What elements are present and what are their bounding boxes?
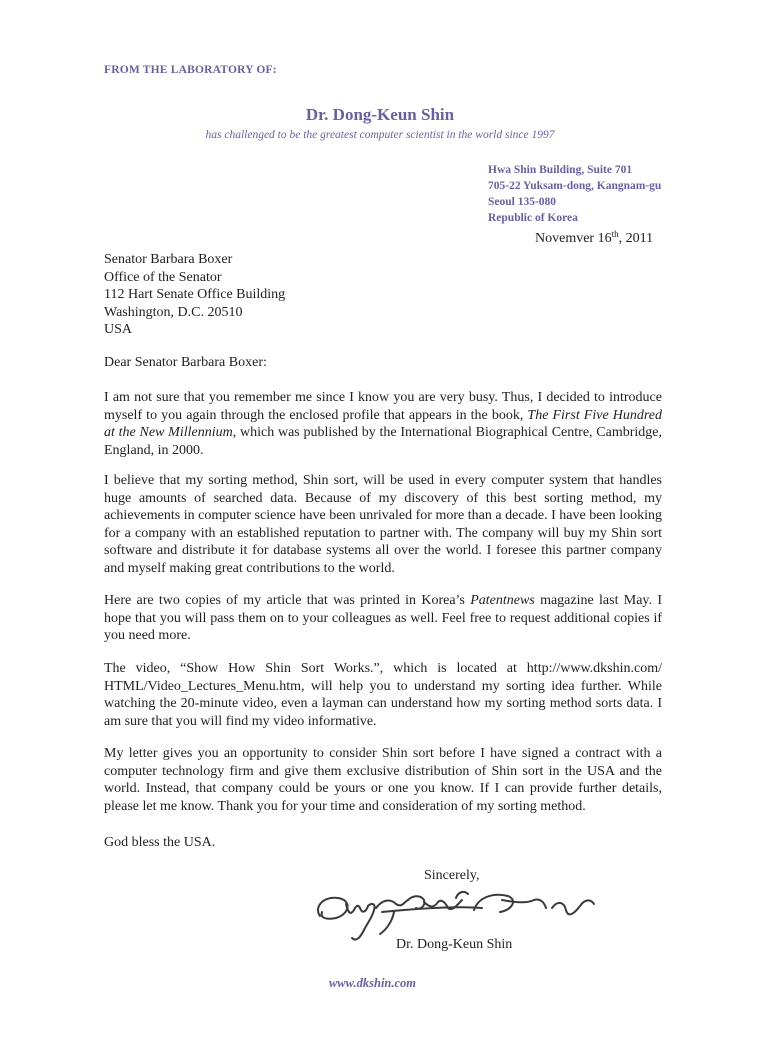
signed-name: Dr. Dong-Keun Shin	[396, 937, 513, 952]
from-label: FROM THE LABORATORY OF:	[104, 64, 277, 76]
handwritten-signature	[312, 878, 597, 946]
signoff: Sincerely,	[424, 868, 480, 883]
address-line: Hwa Shin Building, Suite 701	[488, 164, 633, 176]
magazine-title: Patentnews	[470, 593, 535, 608]
sender-address	[488, 162, 661, 226]
letter-date: Novemver 16th, 2011	[535, 229, 654, 246]
letterhead-tagline: has challenged to be the greatest computer scientist in the world since 1997	[205, 129, 555, 141]
recipient-address	[104, 251, 285, 339]
letterhead-name: Dr. Dong-Keun Shin	[305, 105, 455, 124]
recipient-line: USA	[104, 322, 133, 337]
address-line: Republic of Korea	[488, 212, 578, 224]
website-link[interactable]: www.dkshin.com	[328, 976, 417, 990]
closing-line: God bless the USA.	[104, 835, 216, 850]
paragraph-1: I am not sure that you remember me since I know you are very busy. Thus, I decided to introduce myself to you again through the enclosed profile that appears in the book, The First Five Hundred at the New Millennium, which was published by the International Biographical Centre, Cambridge, England, in 2000.	[104, 390, 663, 458]
recipient-line: Washington, D.C. 20510	[104, 304, 243, 320]
book-title: The First Five Hundred at the New Millennium	[104, 407, 662, 440]
address-line: 705-22 Yuksam-dong, Kangnam-gu	[488, 180, 662, 192]
paragraph-2: I believe that my sorting method, Shin sort, will be used in every computer system that handles huge amounts of searched data. Because of my discovery of this best sorting method, my achievements in computer science have been unrivaled for more than a decade. I have been looking for a company with an established reputation to partner with. The company will buy my Shin sort software and distribute it for database systems all over the world. I foresee this partner company and myself making great contributions to the world.	[104, 473, 662, 576]
recipient-line: Senator Barbara Boxer	[104, 252, 233, 267]
recipient-line: Office of the Senator	[104, 269, 222, 285]
salutation: Dear Senator Barbara Boxer:	[104, 355, 267, 370]
paragraph-4: The video, “Show How Shin Sort Works.”, which is located at http://www.dkshin.com/ HTML/Video_Lectures_Menu.htm, will help you to understand my sorting idea further. While watching the 20-minute video, even a layman can understand how my sorting method sorts data. I am sure that you will find my video informative.	[104, 661, 662, 729]
paragraph-5: My letter gives you an opportunity to consider Shin sort before I have signed a contract with a computer technology firm and give them exclusive distribution of Shin sort in the USA and the world. Instead, that company could be yours or one you know. If I can provide further details, please let me know. Thank you for your time and consideration of my sorting method.	[104, 746, 662, 814]
recipient-line: 112 Hart Senate Office Building	[104, 287, 286, 302]
paragraph-3: Here are two copies of my article that was printed in Korea’s Patentnews magazine last May. I hope that you will pass them on to your colleagues as well. Feel free to request additional copies if you need more.	[104, 593, 662, 643]
address-line: Seoul 135-080	[488, 196, 557, 208]
